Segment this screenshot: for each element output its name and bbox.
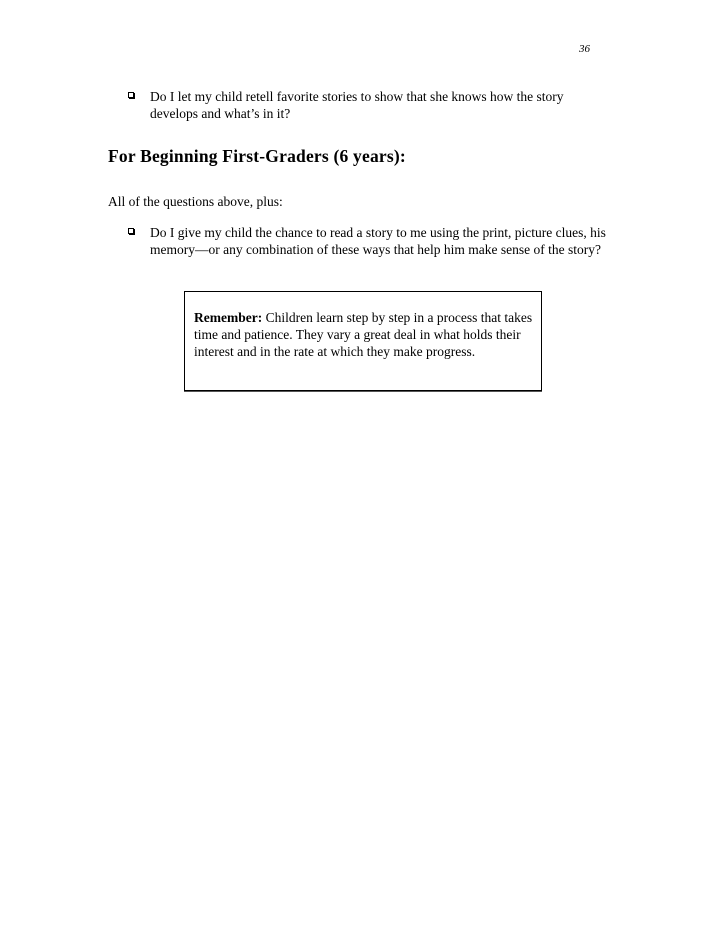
list-item [128, 88, 608, 122]
checkbox-bullet-icon [128, 92, 134, 98]
section-heading: For Beginning First-Graders (6 years): [108, 146, 406, 166]
list-item [128, 224, 608, 258]
list-item-text: Do I let my child retell favorite stories to show that she knows how the story develops and what’s in it? [150, 89, 564, 121]
remember-body: Children learn step by step in a process that takes time and patience. They vary a great deal in what holds their interest and in the rate at which they make progress. [194, 310, 533, 359]
remember-lead: Remember: [194, 310, 263, 325]
page-number: 36 [579, 43, 590, 55]
remember-callout-box [184, 291, 542, 391]
remember-text [194, 309, 534, 360]
section-intro: All of the questions above, plus: [108, 194, 283, 209]
list-item-text: Do I give my child the chance to read a story to me using the print, picture clues, his memory—or any combination of these ways that help him make sense of the story? [150, 225, 606, 257]
checkbox-bullet-icon [128, 228, 134, 234]
